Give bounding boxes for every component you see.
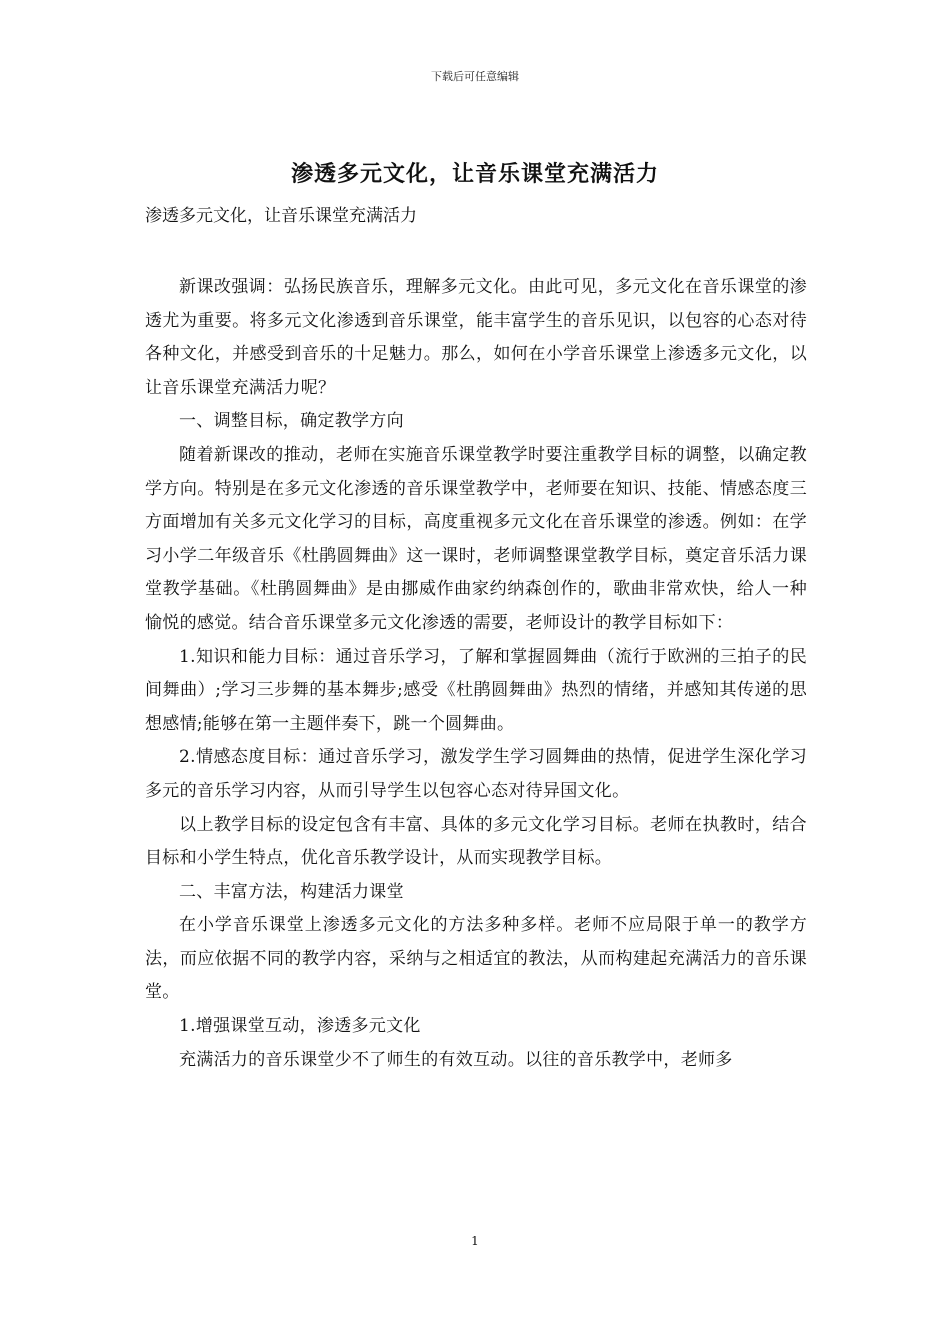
paragraph-goal-2: 2.情感态度目标：通过音乐学习，激发学生学习圆舞曲的热情，促进学生深化学习多元的音乐学习内容，从而引导学生以包容心态对待异国文化。: [145, 747, 807, 801]
paragraph-intro: 新课改强调：弘扬民族音乐，理解多元文化。由此可见，多元文化在音乐课堂的渗透尤为重要。将多元文化渗透到音乐课堂，能丰富学生的音乐见识，以包容的心态对待各种文化，并感受到音乐的十足魅力。那么，如何在小学音乐课堂上渗透多元文化，以让音乐课堂充满活力呢？: [145, 277, 807, 398]
paragraph: 充满活力的音乐课堂少不了师生的有效互动。以往的音乐教学中，老师多: [179, 1049, 733, 1070]
subsection-heading-1: 1.增强课堂互动，渗透多元文化: [179, 1016, 421, 1037]
document-title: 渗透多元文化，让音乐课堂充满活力: [290, 161, 659, 187]
document-subtitle: 渗透多元文化，让音乐课堂充满活力: [145, 206, 417, 226]
header-note: 下载后可任意编辑: [431, 70, 519, 83]
paragraph: 以上教学目标的设定包含有丰富、具体的多元文化学习目标。老师在执教时，结合目标和小学生特点，优化音乐教学设计，从而实现教学目标。: [145, 814, 807, 869]
paragraph-goal-1: 1.知识和能力目标：通过音乐学习，了解和掌握圆舞曲（流行于欧洲的三拍子的民间舞曲）;学习三步舞的基本舞步;感受《杜鹃圆舞曲》热烈的情绪，并感知其传递的思想感情;能够在第一主题伴奏下，跳一个圆舞曲。: [145, 646, 807, 734]
page-number: 1: [471, 1234, 479, 1248]
paragraph: 随着新课改的推动，老师在实施音乐课堂教学时要注重教学目标的调整，以确定教学方向。特别是在多元文化渗透的音乐课堂教学中，老师要在知识、技能、情感态度三方面增加有关多元文化学习的目标，高度重视多元文化在音乐课堂的渗透。例如：在学习小学二年级音乐《杜鹃圆舞曲》这一课时，老师调整课堂教学目标，奠定音乐活力课堂教学基础。《杜鹃圆舞曲》是由挪威作曲家约纳森创作的，歌曲非常欢快，给人一种愉悦的感觉。结合音乐课堂多元文化渗透的需要，老师设计的教学目标如下：: [145, 444, 807, 633]
document-body: [145, 271, 807, 1077]
section-heading-1: 一、调整目标，确定教学方向: [179, 411, 404, 432]
section-heading-2: 二、丰富方法，构建活力课堂: [179, 881, 404, 902]
paragraph: 在小学音乐课堂上渗透多元文化的方法多种多样。老师不应局限于单一的教学方法，而应依据不同的教学内容，采纳与之相适宜的教法，从而构建起充满活力的音乐课堂。: [145, 915, 807, 1003]
